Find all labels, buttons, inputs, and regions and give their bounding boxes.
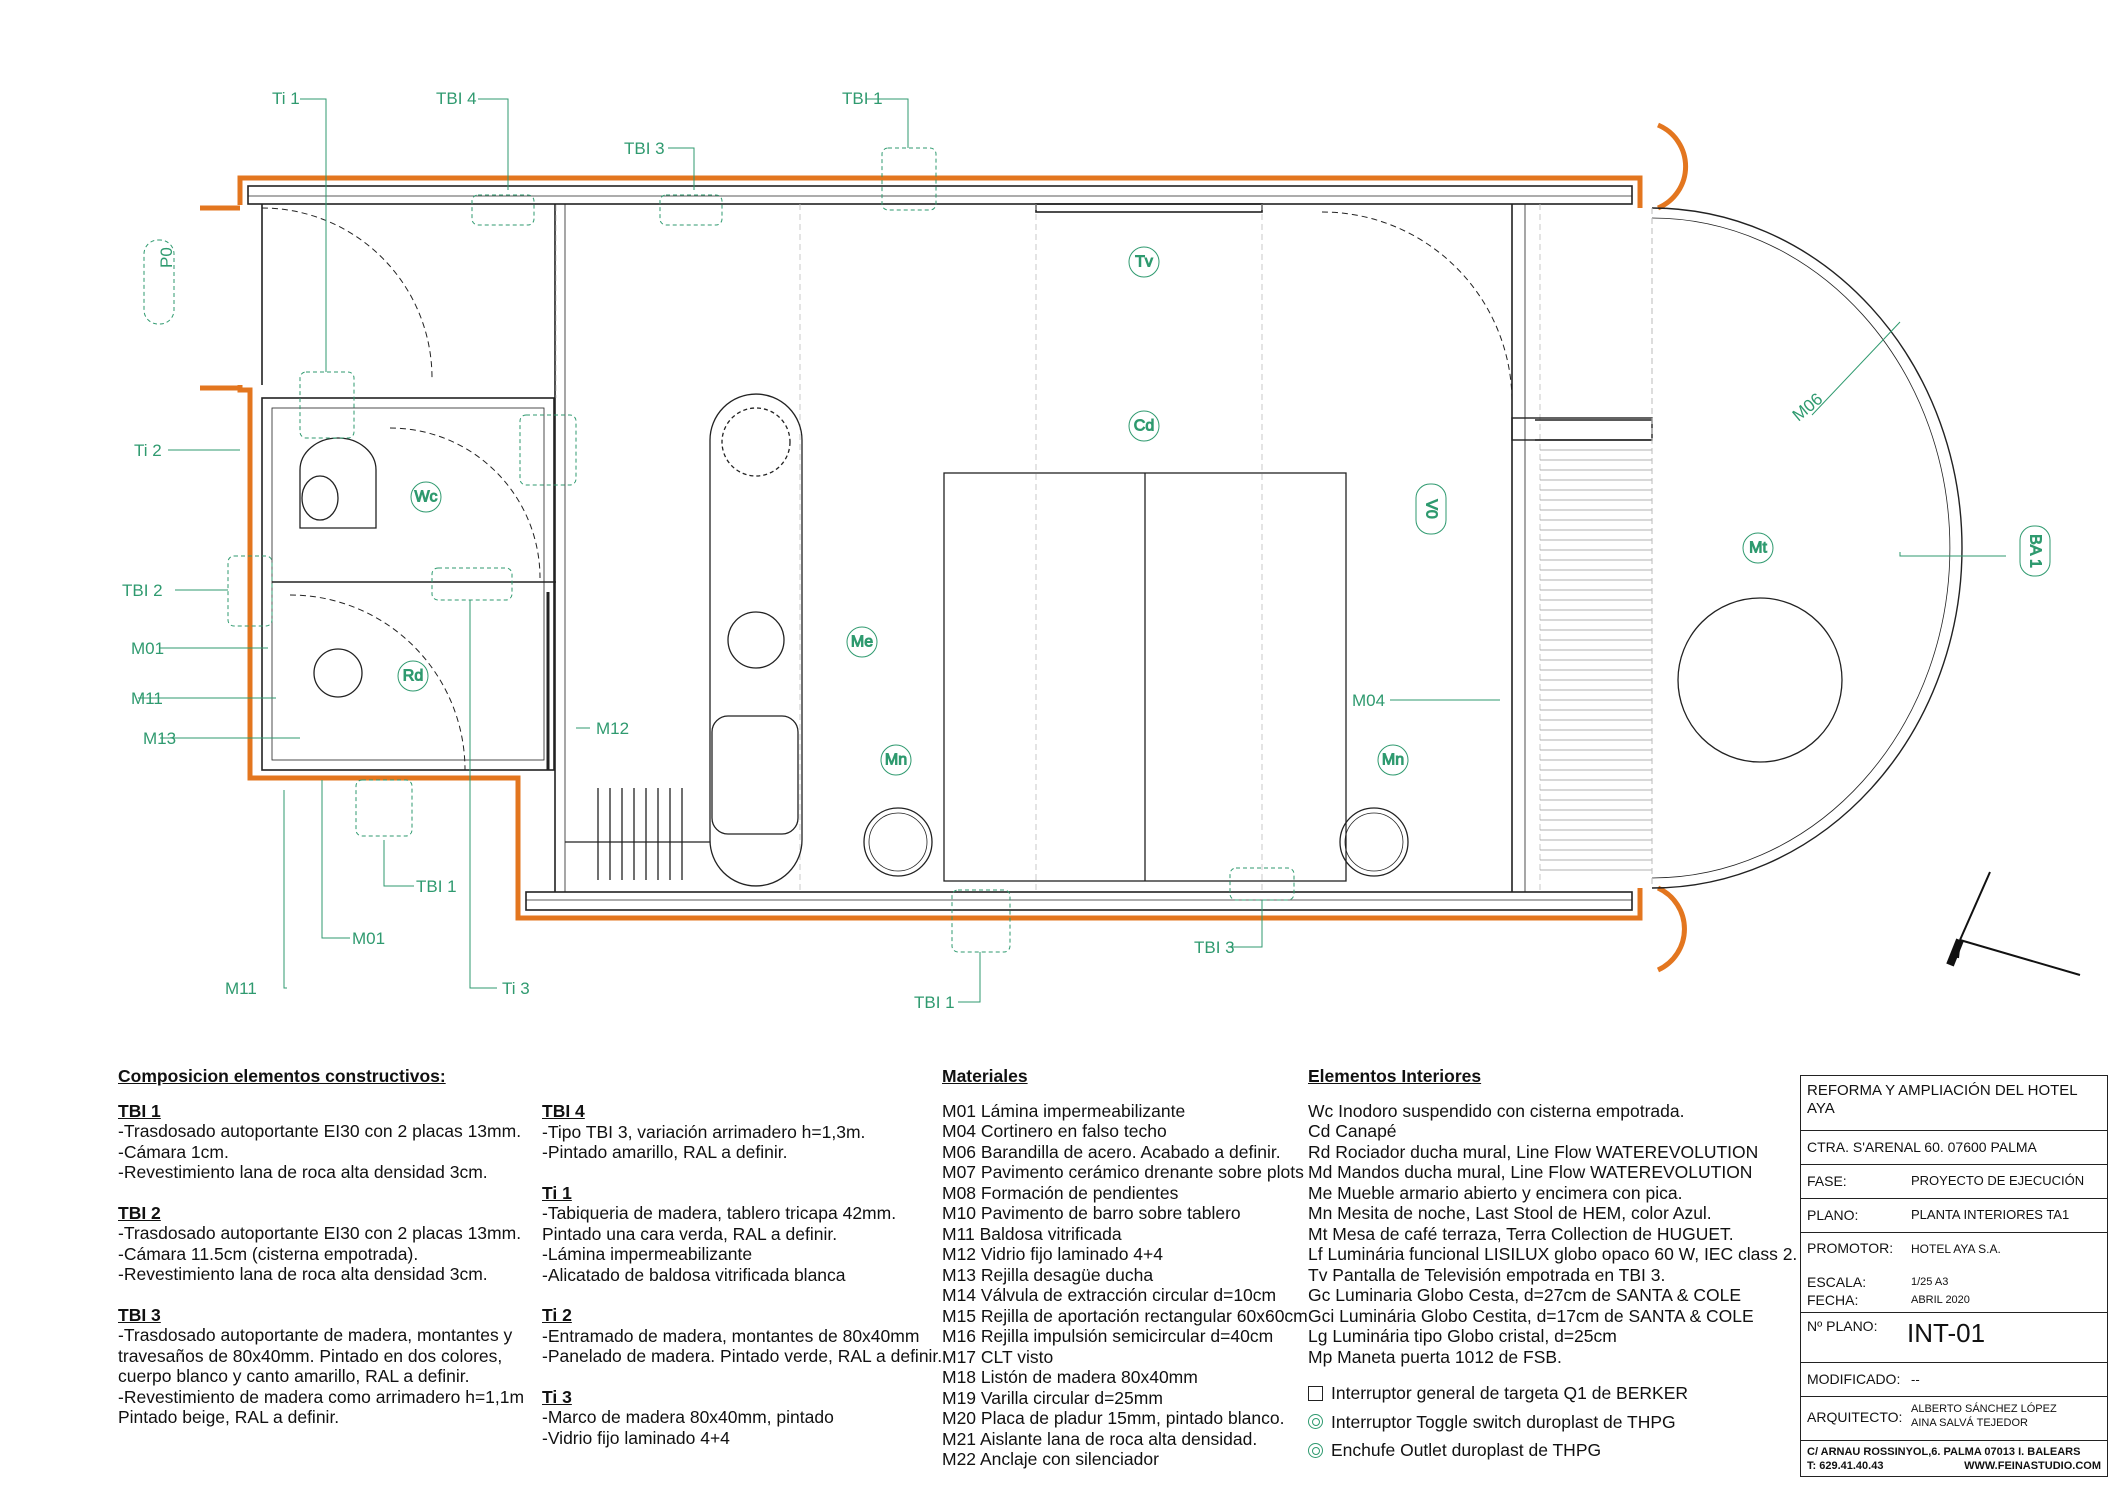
group-name: Ti 3 xyxy=(542,1386,572,1407)
group-line: -Trasdosado autoportante EI30 con 2 placas 13mm. xyxy=(118,1223,522,1243)
tb-arquitecto xyxy=(1801,1396,2107,1441)
material-item: M06 Barandilla de acero. Acabado a definir. xyxy=(942,1141,1281,1162)
label-ti1-top: Ti 1 xyxy=(272,89,300,108)
interior-item: Lf Luminária funcional LISILUX globo opaco 60 W, IEC class 2. xyxy=(1308,1244,1798,1264)
material-item: M22 Anclaje con silenciador xyxy=(942,1449,1159,1469)
label-m11-bottom: M11 xyxy=(225,979,257,998)
group-tbi1 xyxy=(118,1101,538,1183)
label-tbi1-mid: TBI 1 xyxy=(416,877,457,896)
tb-modificado xyxy=(1801,1362,2107,1397)
north-arrow-icon xyxy=(1950,872,2080,975)
tb-plano xyxy=(1801,1198,2107,1233)
label-tbi3-bottom: TBI 3 xyxy=(1194,938,1235,957)
tb-nplano xyxy=(1801,1312,2107,1363)
label-m12: M12 xyxy=(596,719,630,738)
tag-v0: V0 xyxy=(1422,499,1440,519)
material-item: M17 CLT visto xyxy=(942,1346,1054,1367)
label-ti3: Ti 3 xyxy=(502,979,530,998)
group-line: Pintado una cara verda, RAL a definir. xyxy=(542,1223,838,1244)
interior-item: Cd Canapé xyxy=(1308,1121,1397,1141)
material-item: M04 Cortinero en falso techo xyxy=(942,1121,1167,1141)
toggle-switch-icon xyxy=(1308,1414,1323,1429)
group-line: -Revestimiento lana de roca alta densidad 3cm. xyxy=(118,1264,488,1284)
tb-fase xyxy=(1801,1164,2107,1199)
legend-outlet xyxy=(1308,1440,1788,1461)
mesita-2 xyxy=(1340,808,1408,876)
group-line: -Trasdosado autoportante de madera, montantes y xyxy=(118,1325,513,1345)
exterior-walls xyxy=(200,125,1686,970)
outlet-icon xyxy=(1308,1443,1323,1458)
group-ti2 xyxy=(542,1305,942,1367)
interior-item: Rd Rociador ducha mural, Line Flow WATEREVOLUTION xyxy=(1308,1141,1759,1162)
interiores-title: Elementos Interiores xyxy=(1308,1066,1482,1086)
group-line: -Vidrio fijo laminado 4+4 xyxy=(542,1427,730,1448)
fecha-key: FECHA: xyxy=(1807,1292,1859,1308)
legend-label: Interruptor Toggle switch duroplast de THPG xyxy=(1331,1411,1676,1432)
material-item: M19 Varilla circular d=25mm xyxy=(942,1387,1163,1408)
group-line: -Trasdosado autoportante EI30 con 2 placas 13mm. xyxy=(118,1121,522,1141)
interior-item: Tv Pantalla de Televisión empotrada en TBI 3. xyxy=(1308,1264,1666,1285)
label-m11-left: M11 xyxy=(131,689,163,708)
group-name: TBI 1 xyxy=(118,1100,161,1121)
label-tbi2: TBI 2 xyxy=(122,581,163,600)
terrace xyxy=(1512,208,1962,888)
material-item: M16 Rejilla impulsión semicircular d=40cm xyxy=(942,1326,1274,1346)
group-tbi3 xyxy=(118,1305,538,1428)
plano-key: PLANO: xyxy=(1807,1207,1859,1223)
tag-tv: Tv xyxy=(1135,253,1153,271)
materiales-title: Materiales xyxy=(942,1066,1028,1086)
material-item: M21 Aislante lana de roca alta densidad. xyxy=(942,1428,1258,1449)
legend-toggle-switch xyxy=(1308,1412,1788,1433)
label-m04: M04 xyxy=(1352,691,1386,710)
interiores-column xyxy=(1308,1066,1798,1461)
group-line: -Pintado amarillo, RAL a definir. xyxy=(542,1142,788,1162)
group-ti3 xyxy=(542,1387,942,1449)
label-m01-left: M01 xyxy=(131,639,165,658)
tb-project xyxy=(1801,1076,2107,1131)
tag-mn-2: Mn xyxy=(1381,751,1405,769)
composicion-column-left xyxy=(118,1066,538,1448)
plan-label-group xyxy=(122,89,1826,1012)
arquitecto-key: ARQUITECTO: xyxy=(1807,1409,1903,1425)
material-item: M15 Rejilla de aportación rectangular 60x60cm xyxy=(942,1305,1308,1326)
material-item: M12 Vidrio fijo laminado 4+4 xyxy=(942,1244,1163,1264)
interior-item: Mp Maneta puerta 1012 de FSB. xyxy=(1308,1346,1562,1367)
group-name: TBI 3 xyxy=(118,1304,161,1325)
interior-item: Md Mandos ducha mural, Line Flow WATEREVOLUTION xyxy=(1308,1162,1753,1182)
tag-me: Me xyxy=(850,633,874,651)
group-line: Pintado beige, RAL a definir. xyxy=(118,1407,340,1427)
fase-value: PROYECTO DE EJECUCIÓN xyxy=(1911,1173,2085,1188)
door-swing-top xyxy=(1658,125,1686,208)
group-line: -Marco de madera 80x40mm, pintado xyxy=(542,1407,834,1427)
group-tbi2 xyxy=(118,1203,538,1285)
interior-item: Wc Inodoro suspendido con cisterna empotrada. xyxy=(1308,1100,1685,1121)
interior-item: Gci Luminária Globo Cestita, d=17cm de SANTA & COLE xyxy=(1308,1305,1754,1326)
material-item: M13 Rejilla desagüe ducha xyxy=(942,1264,1154,1285)
arquitecto-value-1: ALBERTO SÁNCHEZ LÓPEZ xyxy=(1911,1403,2057,1415)
material-item: M20 Placa de pladur 15mm, pintado blanco. xyxy=(942,1408,1285,1428)
mesita-1 xyxy=(864,808,932,876)
group-line: -Tabiqueria de madera, tablero tricapa 42mm. xyxy=(542,1203,897,1223)
group-name: TBI 2 xyxy=(118,1202,161,1223)
group-line: -Revestimiento lana de roca alta densidad 3cm. xyxy=(118,1162,488,1182)
tag-rd: Rd xyxy=(402,667,424,685)
interior-item: Lg Luminária tipo Globo cristal, d=25cm xyxy=(1308,1326,1617,1346)
door-swing-bottom xyxy=(1658,888,1684,970)
label-tbi4-top: TBI 4 xyxy=(436,89,477,108)
material-item: M18 Listón de madera 80x40mm xyxy=(942,1367,1198,1387)
interior-item: Me Mueble armario abierto y encimera con pica. xyxy=(1308,1182,1683,1203)
group-line: cuerpo blanco y canto amarillo, RAL a definir. xyxy=(118,1366,470,1386)
tb-footer xyxy=(1801,1440,2107,1476)
modificado-key: MODIFICADO: xyxy=(1807,1371,1901,1387)
leader-lines xyxy=(138,99,2006,1002)
group-line: -Cámara 1cm. xyxy=(118,1141,229,1162)
interior-walls xyxy=(248,186,1632,910)
composicion-column-right xyxy=(542,1101,942,1468)
label-tbi1-bottom: TBI 1 xyxy=(914,993,955,1012)
legend-label: Enchufe Outlet duroplast de THPG xyxy=(1331,1440,1602,1460)
label-m13: M13 xyxy=(143,729,177,748)
tag-mt: Mt xyxy=(1749,539,1767,557)
group-line: -Entramado de madera, montantes de 80x40mm xyxy=(542,1325,920,1346)
escala-value: 1/25 A3 xyxy=(1911,1276,1949,1288)
footer-phone: T: 629.41.40.43 xyxy=(1807,1460,1884,1472)
label-ti2: Ti 2 xyxy=(134,441,162,460)
promotor-key: PROMOTOR: xyxy=(1807,1240,1894,1256)
label-tbi1-top: TBI 1 xyxy=(842,89,883,108)
label-tbi3-top: TBI 3 xyxy=(624,139,665,158)
escala-key: ESCALA: xyxy=(1807,1274,1867,1290)
materiales-column xyxy=(942,1066,1308,1470)
terrace-stairs xyxy=(1540,450,1652,870)
project-address: CTRA. S'ARENAL 60. 07600 PALMA xyxy=(1807,1139,2037,1155)
group-name: Ti 2 xyxy=(542,1305,572,1325)
nplano-value: INT-01 xyxy=(1907,1318,1986,1348)
circle-tags xyxy=(398,247,2050,775)
group-line: -Tipo TBI 3, variación arrimadero h=1,3m. xyxy=(542,1121,866,1142)
reference-lines xyxy=(556,204,1540,892)
title-block xyxy=(1800,1075,2108,1477)
material-item: M10 Pavimento de barro sobre tablero xyxy=(942,1203,1241,1223)
group-line: -Alicatado de baldosa vitrificada blanca xyxy=(542,1264,846,1285)
interior-item: Gc Luminaria Globo Cesta, d=27cm de SANTA & COLE xyxy=(1308,1285,1741,1305)
material-item: M01 Lámina impermeabilizante xyxy=(942,1100,1186,1121)
group-line: travesaños de 80x40mm. Pintado en dos colores, xyxy=(118,1345,503,1366)
interior-item: Mt Mesa de café terraza, Terra Collection de HUGUET. xyxy=(1308,1223,1734,1244)
promotor-value: HOTEL AYA S.A. xyxy=(1911,1242,2001,1256)
toilet xyxy=(300,438,376,528)
group-line: -Cámara 11.5cm (cisterna empotrada). xyxy=(118,1243,419,1264)
table-mt xyxy=(1678,598,1842,762)
label-m01-bottom: M01 xyxy=(352,929,386,948)
square-switch-icon xyxy=(1308,1386,1323,1401)
legend-card-switch xyxy=(1308,1383,1788,1404)
material-item: M07 Pavimento cerámico drenante sobre plots xyxy=(942,1162,1304,1182)
tag-cd: Cd xyxy=(1133,417,1155,435)
group-tbi4 xyxy=(542,1101,942,1163)
label-p0: P0 xyxy=(157,247,176,268)
tb-promotor xyxy=(1801,1232,2107,1313)
modificado-value: -- xyxy=(1911,1372,1920,1387)
arquitecto-value-2: AINA SALVÁ TEJEDOR xyxy=(1911,1417,2028,1429)
tag-wc: Wc xyxy=(414,488,438,506)
material-item: M11 Baldosa vitrificada xyxy=(942,1223,1122,1244)
plano-value: PLANTA INTERIORES TA1 xyxy=(1911,1207,2070,1222)
interior-item: Mn Mesita de noche, Last Stool de HEM, color Azul. xyxy=(1308,1203,1712,1223)
project-title: REFORMA Y AMPLIACIÓN DEL HOTEL AYA xyxy=(1807,1082,2078,1117)
tb-address xyxy=(1801,1130,2107,1165)
label-m06: M06 xyxy=(1788,389,1827,426)
group-line: -Lámina impermeabilizante xyxy=(542,1244,753,1264)
material-item: M14 Válvula de extracción circular d=10cm xyxy=(942,1285,1277,1305)
nplano-key: Nº PLANO: xyxy=(1807,1318,1878,1334)
footer-web: WWW.FEINASTUDIO.COM xyxy=(1964,1460,2101,1472)
fase-key: FASE: xyxy=(1807,1173,1847,1189)
material-item: M08 Formación de pendientes xyxy=(942,1182,1179,1203)
tag-ba1: BA 1 xyxy=(2026,534,2044,568)
group-ti1 xyxy=(542,1183,942,1286)
legend-label: Interruptor general de targeta Q1 de BERKER xyxy=(1331,1383,1689,1403)
group-line: -Panelado de madera. Pintado verde, RAL a definir. xyxy=(542,1346,943,1366)
group-line: -Revestimiento de madera como arrimadero h=1,1m xyxy=(118,1386,525,1407)
footer-address: C/ ARNAU ROSSINYOL,6. PALMA 07013 I. BALEARS xyxy=(1807,1446,2081,1458)
group-name: TBI 4 xyxy=(542,1101,585,1121)
composicion-title: Composicion elementos constructivos: xyxy=(118,1066,446,1086)
tag-mn-1: Mn xyxy=(884,751,908,769)
group-name: Ti 1 xyxy=(542,1182,572,1203)
fecha-value: ABRIL 2020 xyxy=(1911,1294,1970,1306)
